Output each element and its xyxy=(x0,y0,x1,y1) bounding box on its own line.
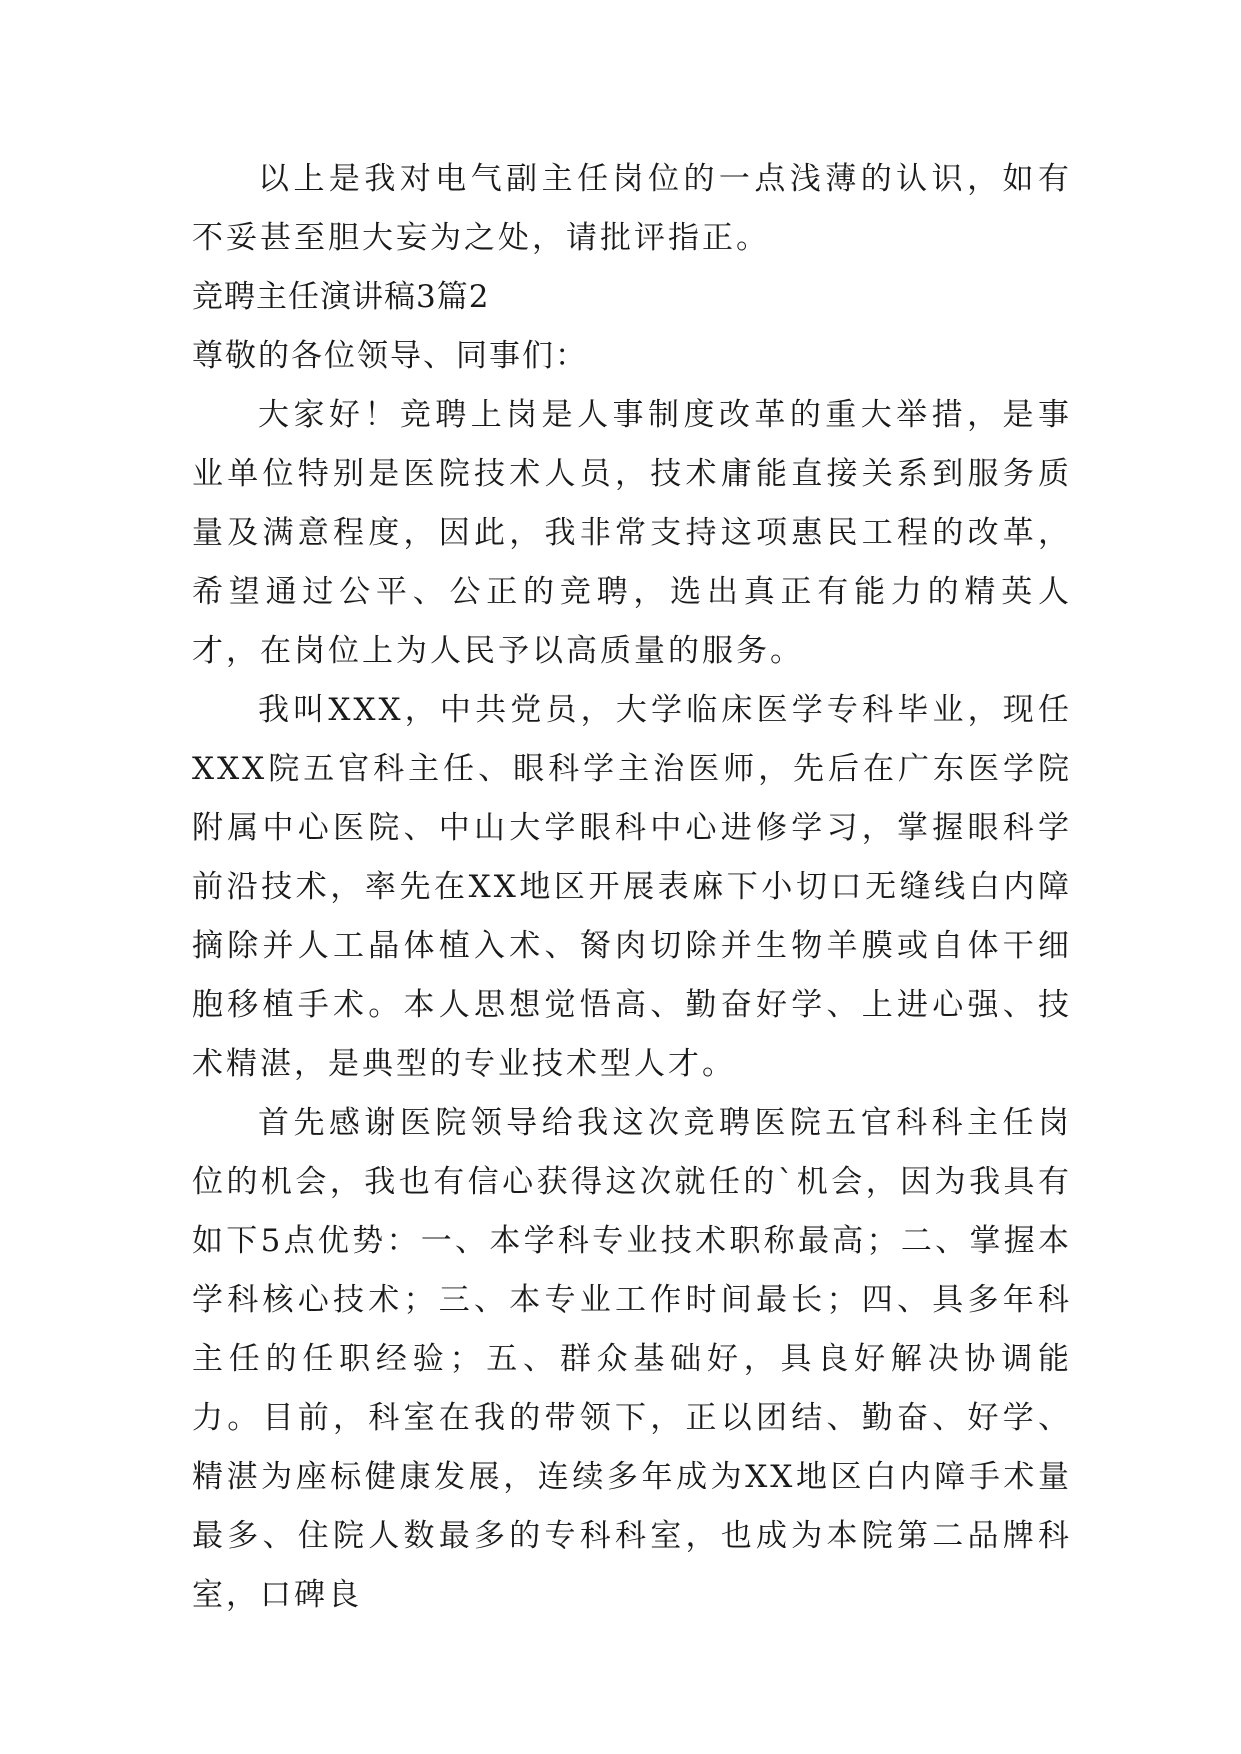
section-heading: 竞聘主任演讲稿3篇2 xyxy=(192,279,490,315)
body-paragraph: 大家好！竞聘上岗是人事制度改革的重大举措，是事业单位特别是医院技术人员，技术庸能直接关系到服务质量及满意程度，因此，我非常支持这项惠民工程的改革，希望通过公平、公正的竞聘，选出真正有能力的精英人才，在岗位上为人民予以高质量的服务。 xyxy=(192,397,1072,669)
body-paragraph: 我叫XXX，中共党员，大学临床医学专科毕业，现任XXX院五官科主任、眼科学主治医师，先后在广东医学院附属中心医院、中山大学眼科中心进修学习，掌握眼科学前沿技术，率先在XX地区开展表麻下小切口无缝线白内障摘除并人工晶体植入术、胬肉切除并生物羊膜或自体干细胞移植手术。本人思想觉悟高、勤奋好学、上进心强、技术精湛，是典型的专业技术型人才。 xyxy=(192,692,1072,1082)
salutation: 尊敬的各位领导、同事们： xyxy=(192,338,588,374)
document-body xyxy=(192,150,1072,1625)
body-paragraph: 首先感谢医院领导给我这次竞聘医院五官科科主任岗位的机会，我也有信心获得这次就任的`机会，因为我具有如下5点优势：一、本学科专业技术职称最高；二、掌握本学科核心技术；三、本专业工作时间最长；四、具多年科主任的任职经验；五、群众基础好，具良好解决协调能力。目前，科室在我的带领下，正以团结、勤奋、好学、精湛为座标健康发展，连续多年成为XX地区白内障手术量最多、住院人数最多的专科科室，也成为本院第二品牌科室，口碑良 xyxy=(192,1105,1072,1613)
closing-paragraph: 以上是我对电气副主任岗位的一点浅薄的认识，如有不妥甚至胆大妄为之处，请批评指正。 xyxy=(192,161,1072,256)
